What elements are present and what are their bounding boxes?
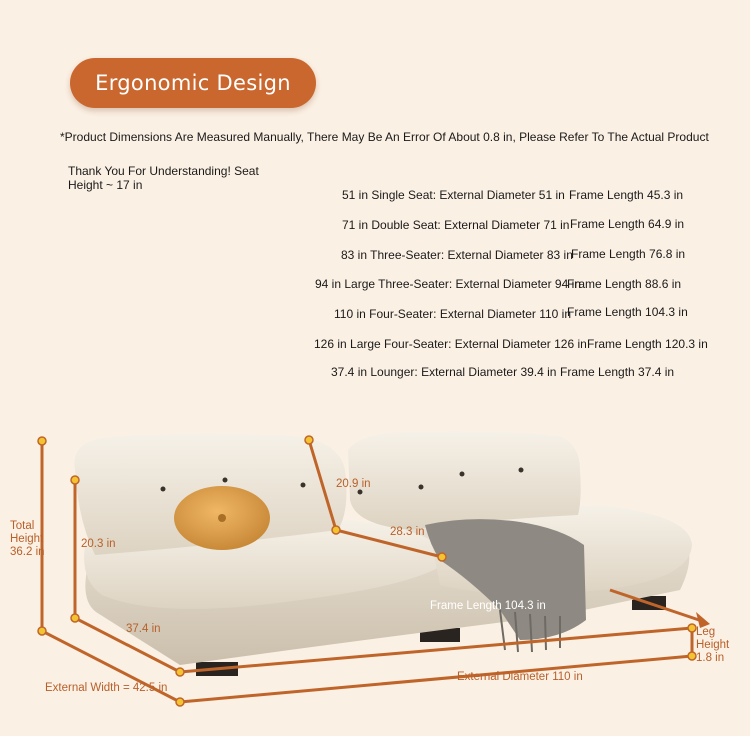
spec-row-frame: Frame Length 45.3 in <box>569 188 684 202</box>
spec-row-frame: Frame Length 37.4 in <box>560 365 675 379</box>
spec-row-frame: Frame Length 88.6 in <box>567 277 682 291</box>
side-depth-label: 37.4 in <box>126 623 161 635</box>
spec-row-label: 83 in Three-Seater: External Diameter 83 in <box>341 248 573 262</box>
frame-length-label: Frame Length 104.3 in <box>430 600 546 612</box>
spec-row-frame: Frame Length 120.3 in <box>587 337 708 351</box>
leg-height-label: Leg Height 1.8 in <box>696 626 730 664</box>
spec-row-label: 110 in Four-Seater: External Diameter 110 in <box>334 307 572 321</box>
external-diameter-label: External Diameter 110 in <box>457 671 583 683</box>
back-height-label: 20.3 in <box>81 538 116 550</box>
ergonomic-design-banner <box>70 58 316 108</box>
spec-row-label: 126 in Large Four-Seater: External Diameter 126 in <box>314 337 587 351</box>
spec-row-frame: Frame Length 64.9 in <box>570 217 685 231</box>
banner-title: Ergonomic Design <box>95 71 291 95</box>
spec-row-label: 94 in Large Three-Seater: External Diameter 94 in <box>315 277 581 291</box>
spec-row-frame: Frame Length 104.3 in <box>567 305 688 319</box>
seat-depth-label: 28.3 in <box>390 526 425 538</box>
spec-row-frame: Frame Length 76.8 in <box>571 247 686 261</box>
spec-row-label: 37.4 in Lounger: External Diameter 39.4 in <box>331 365 557 379</box>
spec-row-label: 71 in Double Seat: External Diameter 71 in <box>342 218 570 232</box>
measurement-notice: *Product Dimensions Are Measured Manually, There May Be An Error Of About 0.8 in, Please Refer To The Actual Product <box>60 130 709 144</box>
spec-row-label: 51 in Single Seat: External Diameter 51 in <box>342 188 565 202</box>
back-depth-label: 20.9 in <box>336 478 371 490</box>
total-height-label: Total Height 36.2 in <box>10 520 45 558</box>
external-width-label: External Width = 42.5 in <box>45 682 168 694</box>
right-back-cushion <box>348 432 581 531</box>
seat-height-note: Thank You For Understanding! Seat Height ~ 17 in <box>68 164 259 192</box>
